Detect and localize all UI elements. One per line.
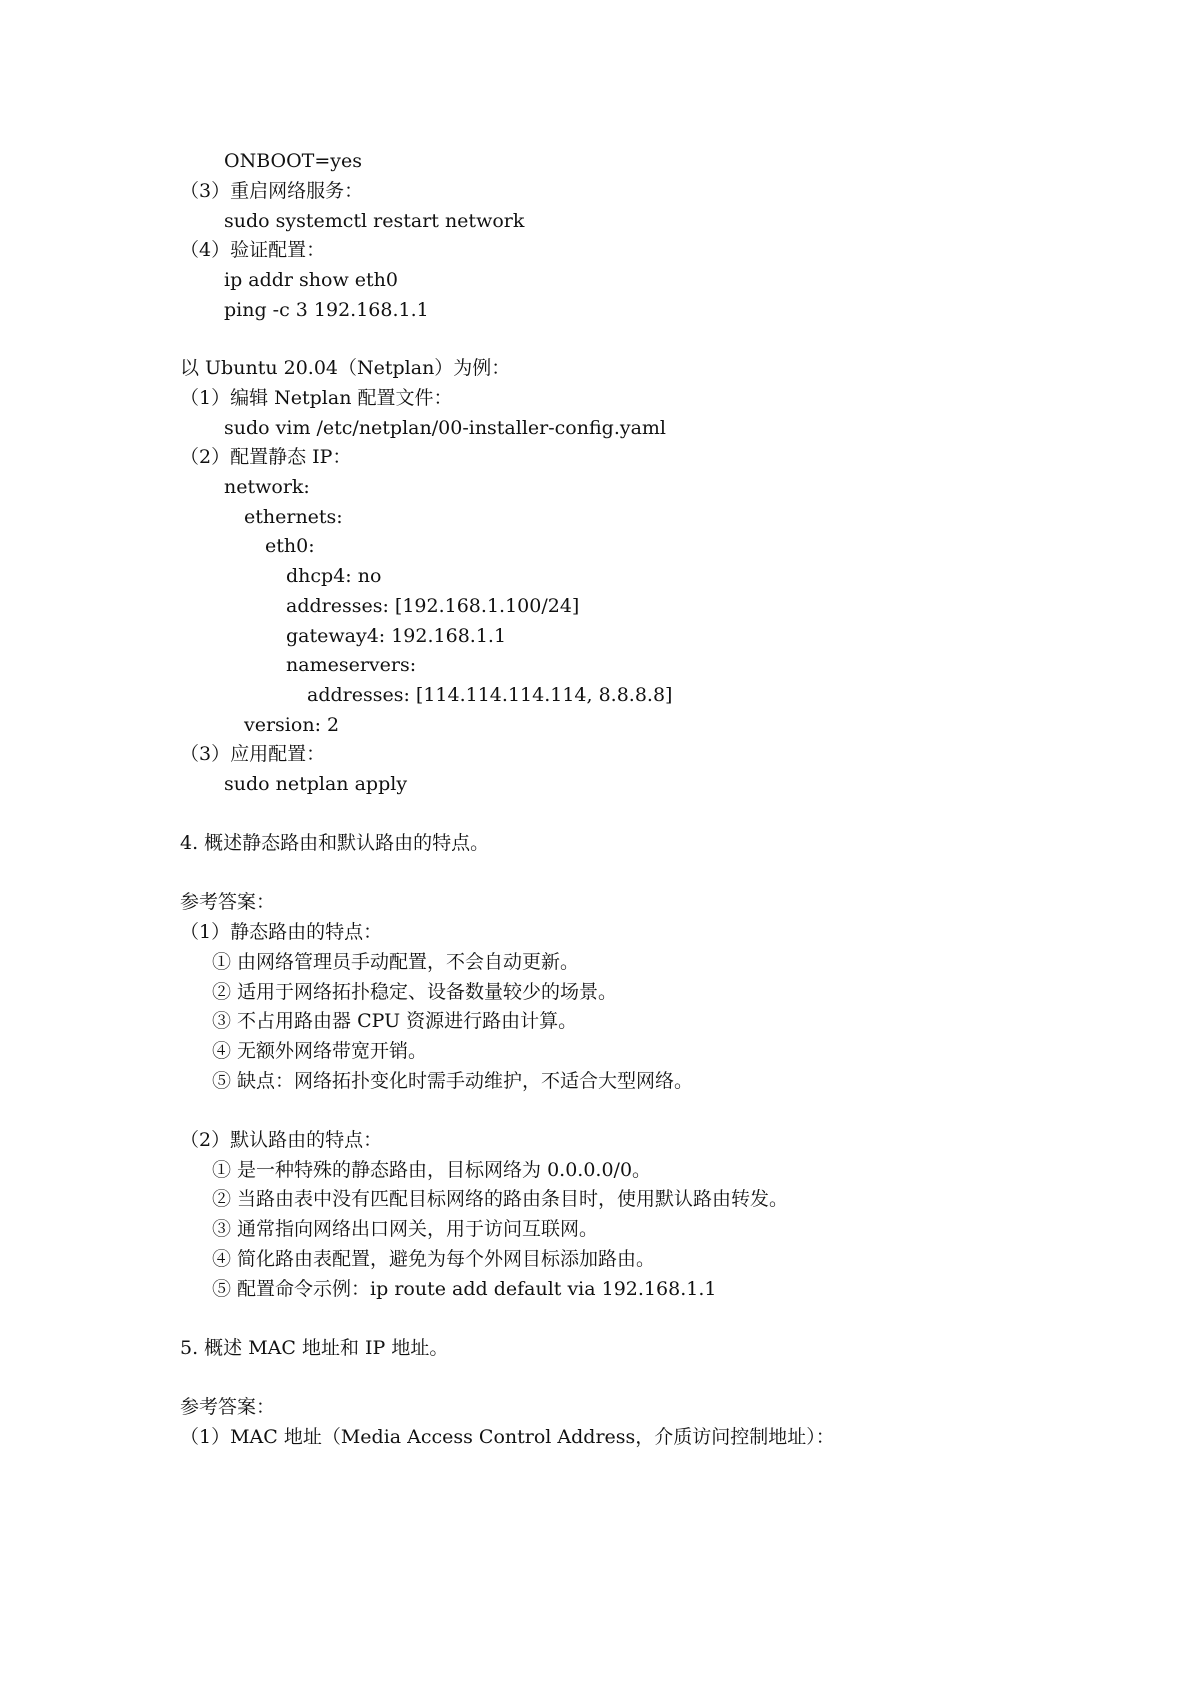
default-route-item-1: ① 是一种特殊的静态路由，目标网络为 0.0.0.0/0。 xyxy=(212,1159,652,1181)
yaml-dns-addresses: addresses: [114.114.114.114, 8.8.8.8] xyxy=(307,684,673,706)
step-restart-network: （3）重启网络服务： xyxy=(180,180,364,202)
config-line-onboot: ONBOOT=yes xyxy=(224,150,362,172)
yaml-addresses: addresses: [192.168.1.100/24] xyxy=(286,595,580,617)
command-restart-network: sudo systemctl restart network xyxy=(224,210,525,232)
static-route-item-5: ⑤ 缺点：网络拓扑变化时需手动维护，不适合大型网络。 xyxy=(212,1070,694,1092)
yaml-version: version: 2 xyxy=(244,714,340,736)
default-route-item-4: ④ 简化路由表配置，避免为每个外网目标添加路由。 xyxy=(212,1248,656,1270)
static-route-heading: （1）静态路由的特点： xyxy=(180,921,383,943)
command-ping: ping -c 3 192.168.1.1 xyxy=(224,299,429,321)
static-route-item-2: ② 适用于网络拓扑稳定、设备数量较少的场景。 xyxy=(212,981,618,1003)
default-route-heading: （2）默认路由的特点： xyxy=(180,1129,383,1151)
default-route-item-5: ⑤ 配置命令示例：ip route add default via 192.168.1.1 xyxy=(212,1278,717,1300)
default-route-item-3: ③ 通常指向网络出口网关，用于访问互联网。 xyxy=(212,1218,599,1240)
mac-address-heading: （1）MAC 地址（Media Access Control Address，介质访问控制地址）： xyxy=(180,1426,835,1448)
command-netplan-apply: sudo netplan apply xyxy=(224,773,408,795)
answer-label-q4: 参考答案： xyxy=(180,891,276,913)
yaml-dhcp4: dhcp4: no xyxy=(286,565,382,587)
yaml-gateway4: gateway4: 192.168.1.1 xyxy=(286,625,507,647)
static-route-item-3: ③ 不占用路由器 CPU 资源进行路由计算。 xyxy=(212,1010,578,1032)
yaml-network: network: xyxy=(224,476,310,498)
static-route-item-4: ④ 无额外网络带宽开销。 xyxy=(212,1040,428,1062)
step-apply-config: （3）应用配置： xyxy=(180,743,326,765)
command-ip-addr: ip addr show eth0 xyxy=(224,269,398,291)
step-static-ip: （2）配置静态 IP： xyxy=(180,446,352,468)
answer-label-q5: 参考答案： xyxy=(180,1396,276,1418)
static-route-item-1: ① 由网络管理员手动配置，不会自动更新。 xyxy=(212,951,580,973)
step-edit-netplan: （1）编辑 Netplan 配置文件： xyxy=(180,387,453,409)
ubuntu-example-heading: 以 Ubuntu 20.04（Netplan）为例： xyxy=(180,357,511,379)
question-5: 5. 概述 MAC 地址和 IP 地址。 xyxy=(180,1337,449,1359)
yaml-eth0: eth0: xyxy=(265,535,315,557)
yaml-nameservers: nameservers: xyxy=(286,654,417,676)
command-vim-netplan: sudo vim /etc/netplan/00-installer-config.yaml xyxy=(224,417,667,439)
default-route-item-2: ② 当路由表中没有匹配目标网络的路由条目时，使用默认路由转发。 xyxy=(212,1188,789,1210)
yaml-ethernets: ethernets: xyxy=(244,506,343,528)
question-4: 4. 概述静态路由和默认路由的特点。 xyxy=(180,832,490,854)
step-verify-config: （4）验证配置： xyxy=(180,239,326,261)
